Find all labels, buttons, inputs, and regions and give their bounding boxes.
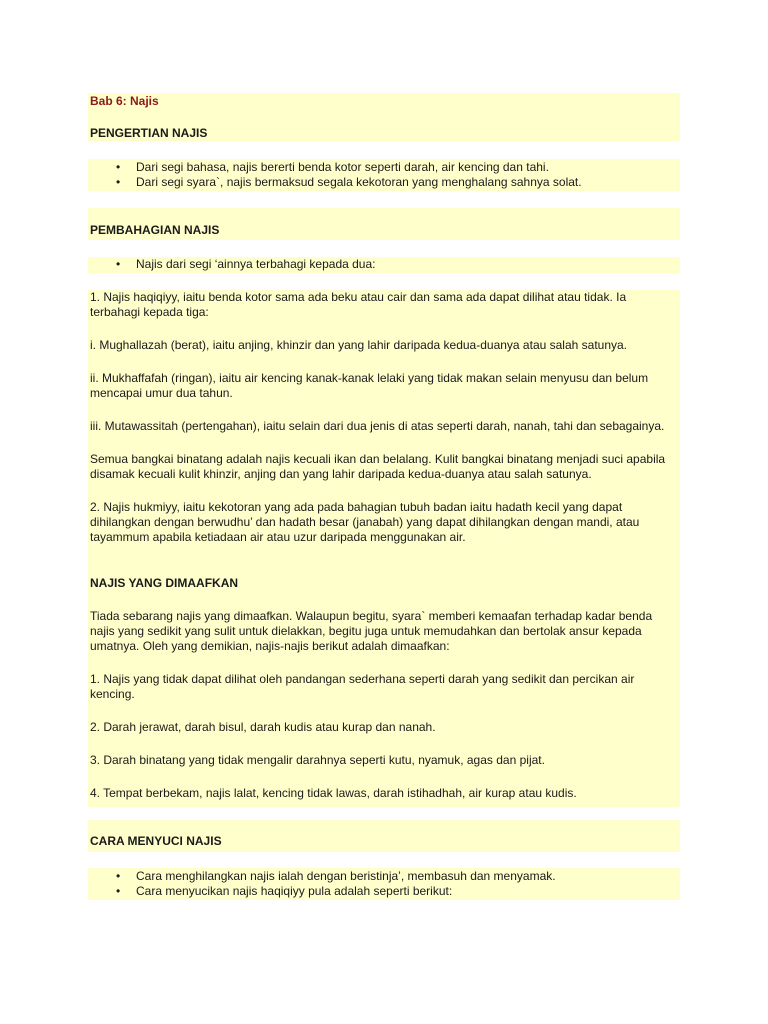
bullet-icon: • <box>116 257 121 271</box>
heading-menyuci: CARA MENYUCI NAJIS <box>90 834 222 848</box>
chapter-title: Bab 6: Najis <box>90 94 159 108</box>
bullet-icon: • <box>116 884 121 898</box>
pembahagian-bullet-list <box>90 257 680 272</box>
heading-dimaafkan: NAJIS YANG DIMAAFKAN <box>90 576 239 590</box>
heading-pengertian: PENGERTIAN NAJIS <box>90 126 208 140</box>
paragraph: Semua bangkai binatang adalah najis kecuali ikan dan belalang. Kulit bangkai binatang menjadi suci apabila disamak kecuali kulit khinzir, anjing dan yang lahir daripada kedua-duanya atau salah satunya. <box>90 452 666 481</box>
bullet-icon: • <box>116 869 121 883</box>
paragraph: 1. Najis yang tidak dapat dilihat oleh pandangan sederhana seperti darah yang sedikit dan percikan air kencing. <box>90 672 635 701</box>
paragraph: 4. Tempat berbekam, najis lalat, kencing tidak lawas, darah istihadhah, air kurap atau kudis. <box>90 786 577 800</box>
list-item: • Dari segi bahasa, najis bererti benda kotor seperti darah, air kencing dan tahi. <box>116 160 549 174</box>
list-item: • Cara menghilangkan najis ialah dengan beristinja’, membasuh dan menyamak. <box>116 869 556 883</box>
paragraph: ii. Mukhaffafah (ringan), iaitu air kencing kanak-kanak lelaki yang tidak makan selain menyusu dan belum mencapai umur dua tahun. <box>90 371 649 400</box>
pembahagian-heading-block <box>88 208 680 240</box>
heading-pembahagian: PEMBAHAGIAN NAJIS <box>90 223 220 237</box>
menyuci-bullet-list <box>90 869 680 899</box>
paragraph: iii. Mutawassitah (pertengahan), iaitu selain dari dua jenis di atas seperti darah, nanah, tahi dan sebagainya. <box>90 419 665 433</box>
pembahagian-body-block <box>88 290 680 561</box>
menyuci-heading-block <box>88 820 680 852</box>
paragraph: 1. Najis haqiqiyy, iaitu benda kotor sama ada beku atau cair dan sama ada dapat dilihat atau tidak. Ia terbahagi kepada tiga: <box>90 290 627 319</box>
dimaafkan-block <box>88 561 680 807</box>
list-item: • Dari segi syara`, najis bermaksud segala kekotoran yang menghalang sahnya solat. <box>116 175 582 189</box>
paragraph: 2. Najis hukmiyy, iaitu kekotoran yang ada pada bahagian tubuh badan iaitu hadath kecil yang dapat dihilangkan dengan berwudhu’ dan hadath besar (janabah) yang dapat dihilangkan dengan mandi, atau tayammum apabila ketiadaan air atau uzur daripada menggunakan air. <box>90 500 640 544</box>
list-item: • Cara menyucikan najis haqiqiyy pula adalah seperti berikut: <box>116 884 453 898</box>
menyuci-bullets-block <box>88 868 680 900</box>
bullet-icon: • <box>116 160 121 174</box>
pengertian-bullet-list <box>90 160 680 190</box>
paragraph: 2. Darah jerawat, darah bisul, darah kudis atau kurap dan nanah. <box>90 720 436 734</box>
pembahagian-bullet-block <box>88 257 680 273</box>
chapter-block <box>88 93 680 141</box>
paragraph: 3. Darah binatang yang tidak mengalir darahnya seperti kutu, nyamuk, agas dan pijat. <box>90 753 545 767</box>
list-item: • Najis dari segi ‘ainnya terbahagi kepada dua: <box>116 257 376 271</box>
paragraph: i. Mughallazah (berat), iaitu anjing, khinzir dan yang lahir daripada kedua-duanya atau salah satunya. <box>90 338 628 352</box>
bullet-icon: • <box>116 175 121 189</box>
paragraph: Tiada sebarang najis yang dimaafkan. Walaupun begitu, syara` memberi kemaafan terhadap kadar benda najis yang sedikit yang sulit untuk dielakkan, begitu juga untuk memudahkan dan bertolak ansur kepada umatnya. Oleh yang demikian, najis-najis berikut adalah dimaafkan: <box>90 609 653 653</box>
pengertian-bullets-block <box>88 159 680 191</box>
